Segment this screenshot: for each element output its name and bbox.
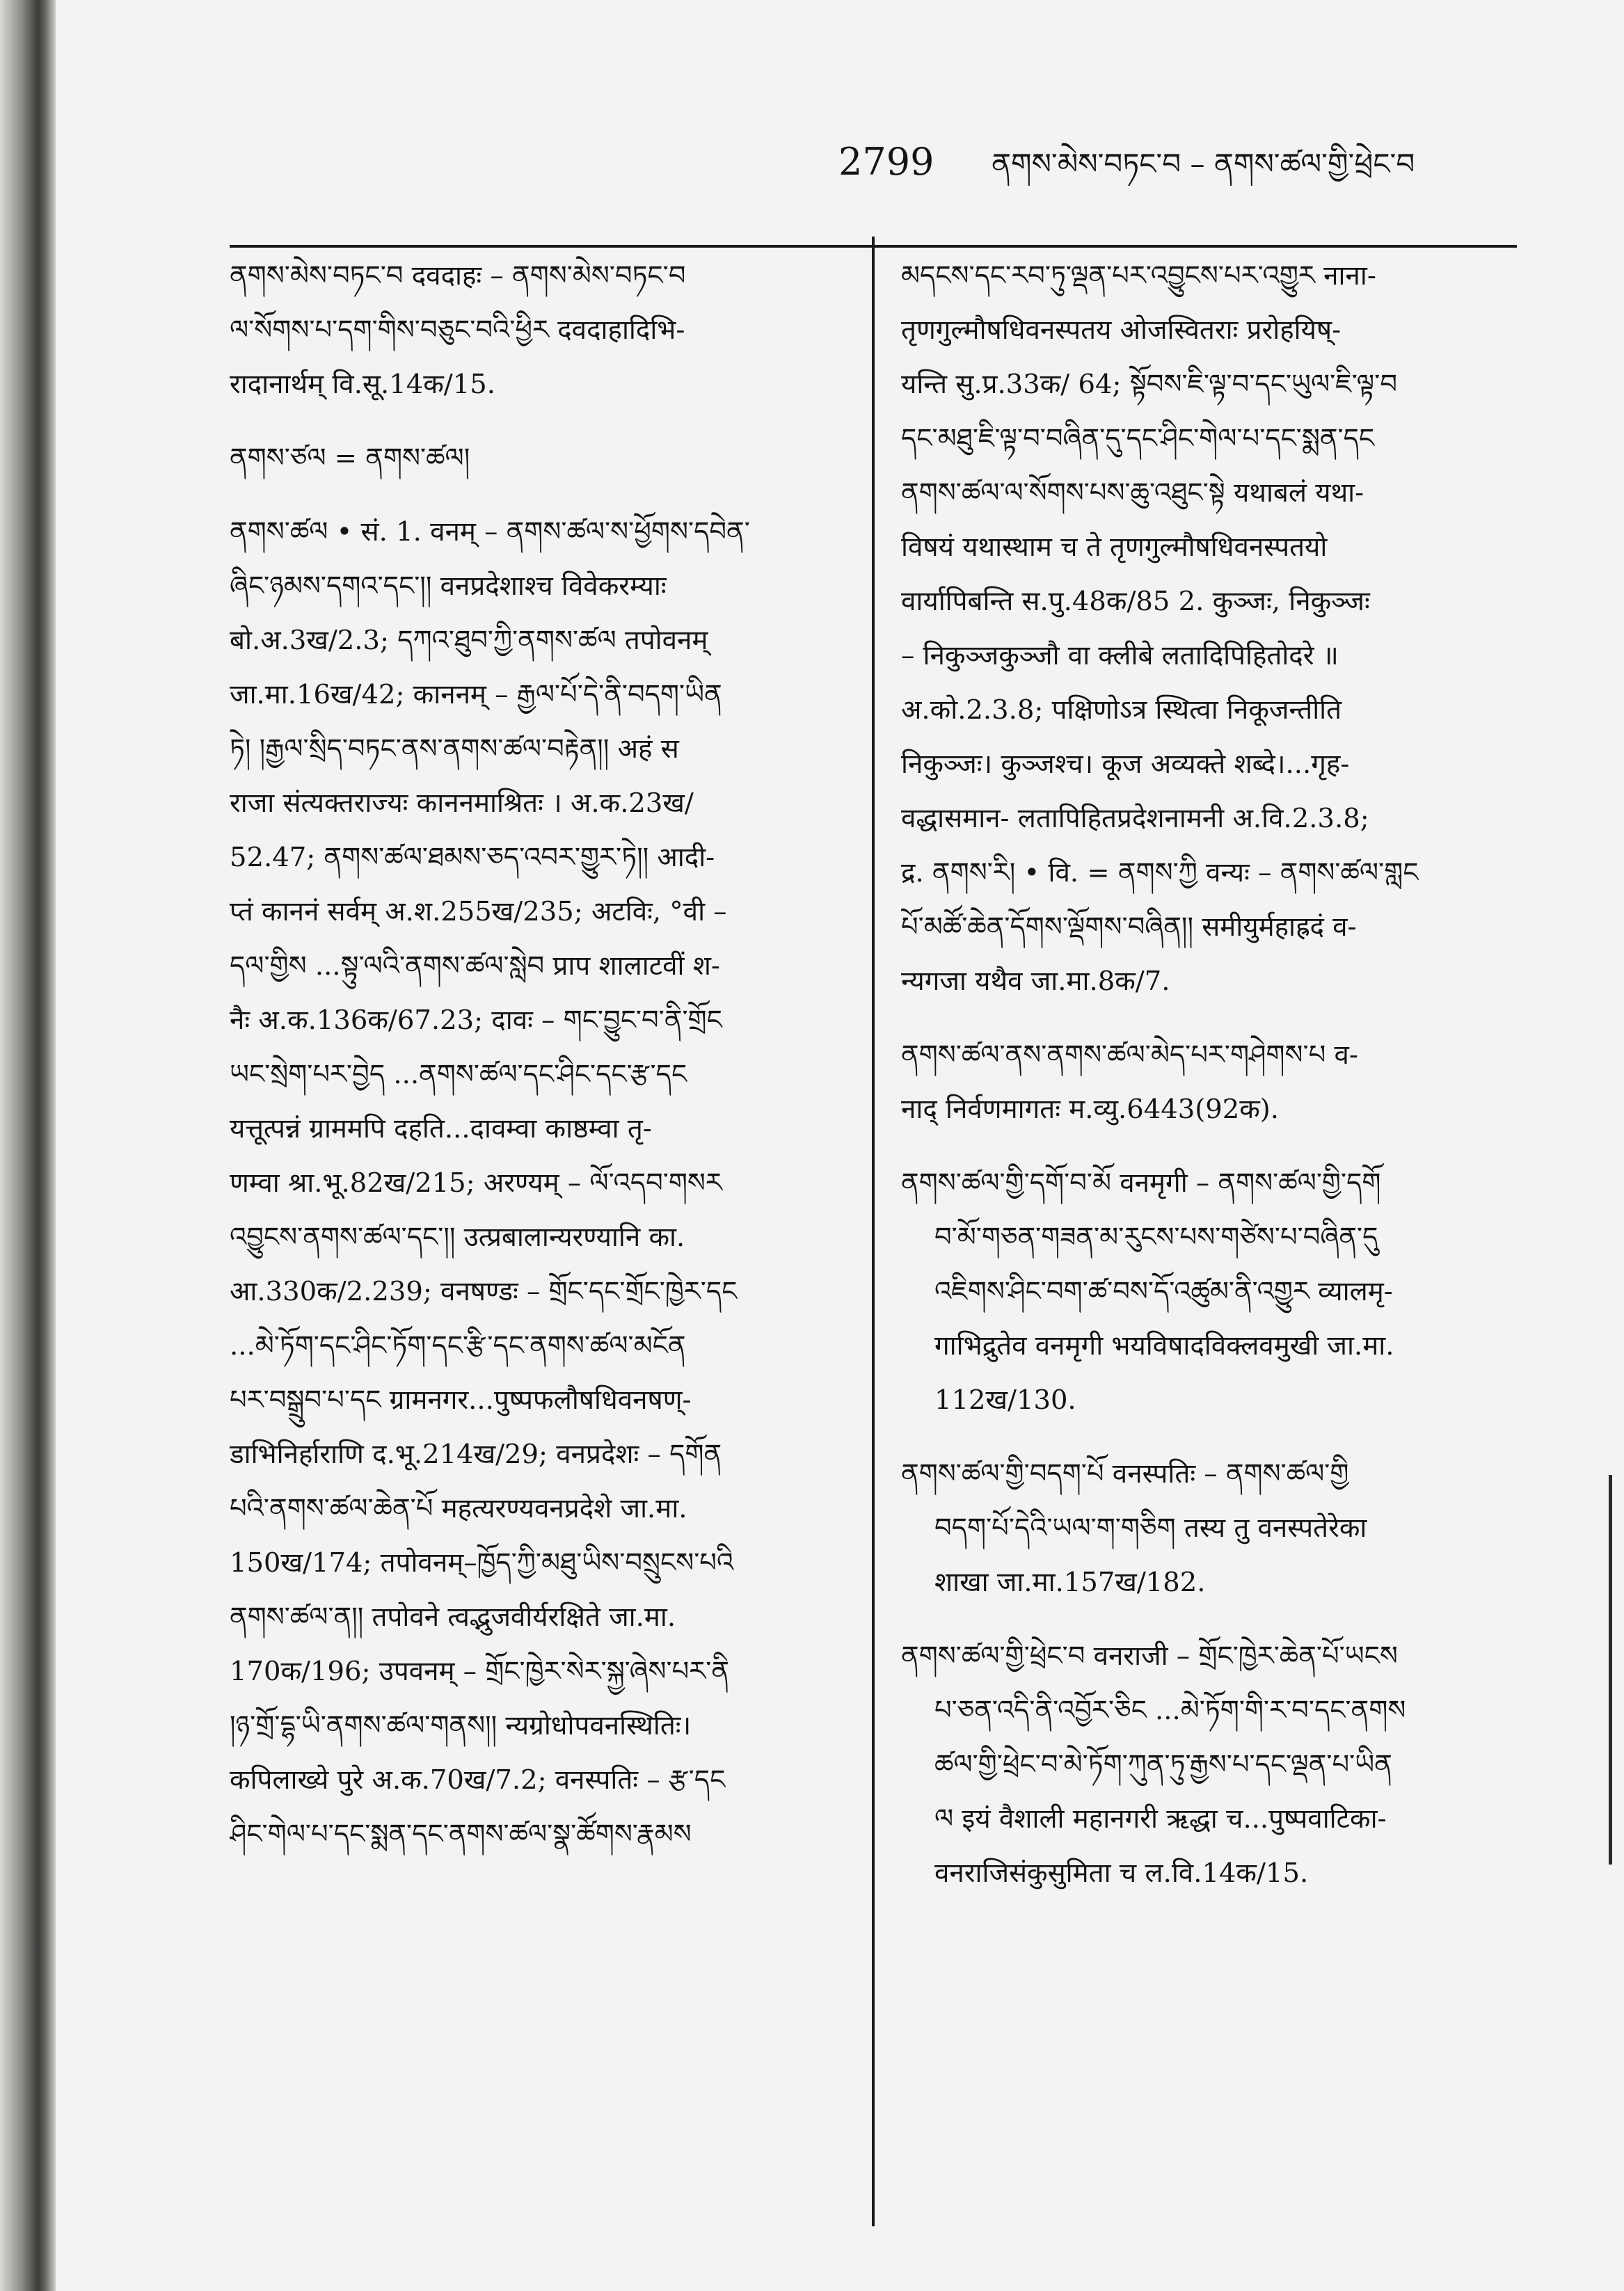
entry-line: དལ་གྱིས ...སྟུ་ལའི་ནགས་ཚལ་སླེབ प्राप शालाटवीं श- (230, 950, 720, 982)
entry-line: 150ख/174; तपोवनम्–ཁྱོད་ཀྱི་མཐུ་ཡིས་བསྲུངས་པའི (230, 1547, 734, 1579)
entry-line: गाभिद्रुतेव वनमृगी भयविषादविक्लवमुखी जा.मा. (934, 1330, 1394, 1362)
entry-line: འབྱུངས་ནགས་ཚལ་དང་།། उत्प्रबालान्यरण्यानि का. (230, 1222, 685, 1253)
entry-line: པ་ཅན་འདི་ནི་འབྱོར་ཅིང ...མེ་ཏོག་གི་ར་བ་དང་ནགས (934, 1695, 1406, 1726)
entry-line: तृणगुल्मौषधिवनस्पतय ओजस्वितराः प्ररोहयिष्- (901, 314, 1342, 346)
entry-line: णम्वा श्रा.भू.82ख/215; अरण्यम् – ལོ་འདབ་གསར (230, 1167, 722, 1199)
entry-line: ནགས་ཚལ་གྱི་དགོ་བ་མོ वनमृगी – ནགས་ཚལ་གྱི་དགོ (901, 1167, 1381, 1199)
entry-line: ཤིང་གེལ་པ་དང་སྨན་དང་ནགས་ཚལ་སྣ་ཚོགས་རྣམས (230, 1819, 692, 1850)
dictionary-entry (901, 1028, 1519, 1137)
entry-line: ནགས་ཚལ • सं. 1. वनम् – ནགས་ཚལ་ས་ཕྱོགས་དབེན་ (230, 516, 750, 548)
entry-line: 112ख/130. (934, 1384, 1076, 1416)
entry-line: जा.मा.16ख/42; काननम् – རྒྱལ་པོ་དེ་ནི་བདག་ཡིན (230, 679, 722, 710)
entry-line: ཚལ་གྱི་ཕྲེང་བ་མེ་ཏོག་ཀུན་ཏུ་རྒྱས་པ་དང་ལྡན་པ་ཡིན (934, 1749, 1392, 1780)
entry-line: यत्तूत्पन्नं ग्राममपि दहति...दावम्वा काष्ठम्वा तृ- (230, 1113, 652, 1144)
book-binding-edge (0, 0, 56, 2291)
entry-line: ནགས་ཚལ་གྱི་བདག་པོ वनस्पतिः – ནགས་ཚལ་གྱི (901, 1458, 1349, 1490)
entry-line: डाभिनिर्हाराणि द.भू.214ख/29; वनप्रदेशः – དགོན (230, 1439, 722, 1470)
entry-line: नाद् निर्वणमागतः म.व्यु.6443(92क). (901, 1094, 1280, 1125)
dictionary-entry (230, 249, 847, 412)
entry-line: निकुञ्जः। कुञ्जश्च। कूज अव्यक्ते शब्दे।...गृह- (901, 749, 1350, 780)
entry-gap (230, 412, 847, 431)
page-number: 2799 (838, 140, 934, 184)
entry-line: प्तं काननं सर्वम् अ.श.255ख/235; अटविः, °वी – (230, 896, 727, 927)
entry-gap (901, 1137, 1519, 1156)
entry-line: བདག་པོ་དེའི་ཡལ་ག་གཅིག तस्य तु वनस्पतेरेका (934, 1512, 1367, 1544)
entry-line: द्र. ནགས་རི། • वि. = ནགས་ཀྱི वन्यः – ནགས་ཚལ་གླང (901, 857, 1419, 888)
entry-line: ...མེ་ཏོག་དང་ཤིང་ཏོག་དང་རྩི་དང་ནགས་ཚལ་མངོན (230, 1330, 686, 1362)
dictionary-entry (230, 431, 847, 486)
entry-line: विषयं यथास्थाम च ते तृणगुल्मौषधिवनस्पतयो (901, 532, 1328, 563)
entry-line: དང་མཐུ་ཇི་ལྟ་བ་བཞིན་དུ་དང་ཤིང་གེལ་པ་དང་སྨན་དང (901, 423, 1375, 454)
entry-line: ལ इयं वैशाली महानगरी ऋद्धा च...पुष्पवाटिका- (934, 1803, 1387, 1835)
entry-line: པར་བསྒྲུབ་པ་དང ग्रामनगर...पुष्पफलौषधिवनषण्- (230, 1384, 692, 1416)
entry-line: राजा संत्यक्तराज्यः काननमाश्रितः । अ.क.23ख/ (230, 788, 694, 819)
entry-line: कपिलाख्ये पुरे अ.क.70ख/7.2; वनस्पतिः – རྩ་དང (230, 1764, 726, 1796)
dictionary-entry (901, 1156, 1519, 1428)
entry-line: ནགས་ཚལ་ན།། तपोवने त्वद्भुजवीर्यरक्षिते जा.मा. (230, 1602, 676, 1633)
entry-line: शाखा जा.मा.157ख/182. (934, 1567, 1206, 1598)
entry-line: ནགས་ཚལ་ལ་སོགས་པས་ཆུ་འཐུང་སྟེ यथाबलं यथा- (901, 477, 1364, 509)
entry-line: बो.अ.3ख/2.3; དཀའ་ཐུབ་ཀྱི་ནགས་ཚལ तपोवनम् (230, 625, 708, 656)
entry-line: 170क/196; उपवनम् – གྲོང་ཁྱེར་སེར་སྐྱ་ཞེས་པར་ནི (230, 1656, 730, 1687)
entry-line: མདངས་དང་རབ་ཏུ་ལྡན་པར་འབྱུངས་པར་འགྱུར नाना- (901, 260, 1376, 292)
entry-line: रादानार्थम् वि.सू.14क/15. (230, 369, 495, 400)
dictionary-entry (901, 249, 1519, 1009)
dictionary-entry (230, 505, 847, 1862)
running-head: ནགས་མེས་བཏང་བ – ནགས་ཚལ་གྱི་ཕྲེང་བ (992, 147, 1415, 181)
entry-line: – निकुञ्जकुञ्जौ वा क्लीबे लतादिपिहितोदरे ॥ (901, 640, 1339, 671)
dictionary-entry (901, 1629, 1519, 1901)
entry-line: ནགས་ཚལ་ནས་ནགས་ཚལ་མེད་པར་གཤེགས་པ व- (901, 1039, 1358, 1071)
entry-line: པའི་ནགས་ཚལ་ཆེན་པོ महत्यरण्यवनप्रदेशे जा.मा. (230, 1493, 687, 1524)
entry-line: यन्ति सु.प्र.33क/ 64; སྟོབས་ཇི་ལྟ་བ་དང་ཡུལ་ཇི་ལྟ་བ (901, 369, 1398, 400)
entry-line: वार्यापिबन्ति स.पु.48क/85 2. कुञ्जः, निकुञ्जः (901, 586, 1370, 617)
entry-line: 52.47; ནགས་ཚལ་ཐམས་ཅད་འབར་གྱུར་ཏེ།། आदी- (230, 842, 715, 873)
entry-line: །ཉ་གྲོ་དྷ་ཡི་ནགས་ཚལ་གནས།། न्यग्रोधोपवनस्थितिः। (230, 1710, 692, 1741)
entry-gap (230, 486, 847, 505)
entry-line: ནགས་ཚལ་གྱི་ཕྲེང་བ वनराजी – གྲོང་ཁྱེར་ཆེན་པོ་ཡངས (901, 1641, 1398, 1672)
left-column (230, 249, 847, 1862)
entry-line: न्यगजा यथैव जा.मा.8क/7. (901, 966, 1170, 997)
entry-line: བ་མོ་གཅན་གཟན་མ་རུངས་པས་གཙེས་པ་བཞིན་དུ (934, 1222, 1378, 1253)
entry-line: आ.330क/2.239; वनषण्डः – གྲོང་དང་གྲོང་ཁྱེར་དང (230, 1276, 738, 1307)
entry-line: ཡང་སྲེག་པར་བྱེད ...ནགས་ཚལ་དང་ཤིང་དང་རྩ་དང (230, 1059, 687, 1090)
entry-line: ནགས་ཙལ = ནགས་ཚལ། (230, 442, 470, 474)
page-edge-mark (1609, 1475, 1612, 1865)
entry-line: ཞིང་ཉམས་དགའ་དང་།། वनप्रदेशाश्च विवेकरम्याः (230, 570, 667, 602)
entry-line: འཇིགས་ཤིང་བག་ཚ་བས་དོ་འཚུམ་ནི་འགྱུར व्यालमृ- (934, 1276, 1393, 1307)
entry-line: པོ་མཚོ་ཆེན་དོགས་ལྡོགས་བཞིན།། समीयुर्महाह्रदं व- (901, 911, 1357, 943)
entry-line: ལ་སོགས་པ་དག་གིས་བཅུང་བའི་ཕྱིར दवदाहादिभि- (230, 314, 685, 346)
entry-line: वद्धासमान- लतापिहितप्रदेशनामनी अ.वि.2.3.8; (901, 803, 1369, 834)
entry-gap (901, 1009, 1519, 1028)
right-column (901, 249, 1519, 1901)
entry-gap (901, 1610, 1519, 1629)
entry-line: नैः अ.क.136क/67.23; दावः – གང་བྱུང་བ་ནི་གྲོང (230, 1005, 722, 1036)
entry-line: वनराजिसंकुसुमिता च ल.वि.14क/15. (934, 1858, 1309, 1889)
dictionary-entry (901, 1447, 1519, 1610)
entry-gap (901, 1428, 1519, 1447)
column-divider (872, 237, 875, 2226)
entry-line: ཏེ། །རྒྱལ་སྲིད་བཏང་ནས་ནགས་ཚལ་བརྟེན།། अहं स (230, 733, 679, 765)
entry-line: ནགས་མེས་བཏང་བ दवदाहः – ནགས་མེས་བཏང་བ (230, 260, 686, 292)
entry-line: अ.को.2.3.8; पक्षिणोऽत्र स्थित्वा निकूजन्तीति (901, 694, 1342, 726)
